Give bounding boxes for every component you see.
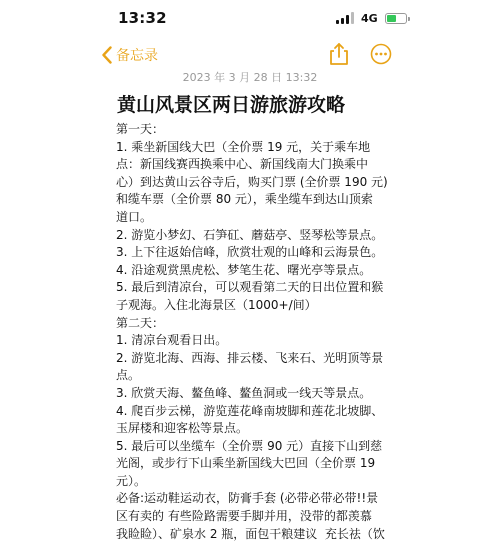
- note-date: 2023 年 3 月 28 日 13:32: [182, 71, 318, 84]
- back-button[interactable]: [102, 44, 158, 66]
- note-line: 1. 乘坐新国线大巴（全价票 19 元，关于乘车地: [116, 139, 371, 154]
- note-line: 4. 爬百步云梯，游览莲花峰南坡脚和莲花北坡脚、: [116, 403, 384, 418]
- note-title[interactable]: 黄山风景区两日游旅游攻略: [117, 94, 346, 116]
- back-label: 备忘录: [116, 48, 158, 64]
- note-line: 我睑睑）、矿泉水 2 瓶，面包干粮建议 充长祛（饮: [116, 526, 385, 541]
- note-line: 3. 上下往返始信峰，欣赏壮观的山峰和云海景色。: [116, 245, 384, 260]
- note-line: 必备:运动鞋运动衣，防膏手套 (必带必带必带!!景: [116, 491, 379, 506]
- network-type: 4G: [361, 11, 378, 25]
- note-line: 3. 欣赏天海、鳌鱼峰、鳌鱼洞或一线天等景点。: [116, 385, 372, 400]
- note-line: 和缆车票（全价票 80 元），乘坐缆车到达山顶索: [116, 192, 373, 207]
- note-line: 点：新国线赛西换乘中心、新国线南大门换乘中: [116, 157, 369, 172]
- note-line: 5. 最后可以坐缆车（全价票 90 元）直接下山到慈: [116, 438, 383, 453]
- share-icon: [328, 42, 350, 66]
- note-line: 1. 清凉台观看日出。: [116, 333, 228, 348]
- more-button[interactable]: [370, 43, 392, 65]
- status-indicators: [336, 11, 407, 25]
- note-line: 第二天：: [116, 315, 165, 330]
- note-line: 元）。: [116, 473, 147, 488]
- chevron-left-icon: [102, 46, 112, 64]
- note-line: 第一天：: [116, 122, 165, 136]
- status-time: 13:32: [118, 9, 167, 27]
- note-line: 光阁，或步行下山乘坐新国线大巴回（全价票 19: [116, 456, 376, 471]
- status-bar: [0, 0, 500, 38]
- battery-icon: [385, 13, 407, 24]
- note-line: 子观海。入住北海景区（1000+/间）: [116, 297, 317, 312]
- note-line: 点。: [116, 368, 141, 383]
- note-body[interactable]: [116, 121, 388, 543]
- note-line: 玉屏楼和迎客松等景点。: [116, 421, 249, 436]
- note-line: 区有卖的 有些险路需要手脚并用，没带的都羡慕: [116, 509, 372, 524]
- note-line: 心）到达黄山云谷寺后，购买门票 (全价票 190 元): [116, 174, 388, 189]
- battery-level: [387, 15, 396, 22]
- note-line: 5. 最后到清凉台，可以观看第二天的日出位置和猴: [116, 280, 384, 295]
- signal-icon: [336, 12, 354, 24]
- note-line: 道口。: [116, 209, 153, 224]
- note-line: 2. 游览小梦幻、石笋矼、蘑菇亭、竖琴松等景点。: [116, 227, 384, 242]
- share-button[interactable]: [328, 42, 350, 66]
- nav-bar: [0, 38, 500, 72]
- note-line: 4. 沿途观赏黑虎松、梦笔生花、曙光亭等景点。: [116, 262, 372, 277]
- more-icon: [370, 43, 392, 65]
- note-line: 2. 游览北海、西海、排云楼、飞来石、光明顶等景: [116, 350, 384, 365]
